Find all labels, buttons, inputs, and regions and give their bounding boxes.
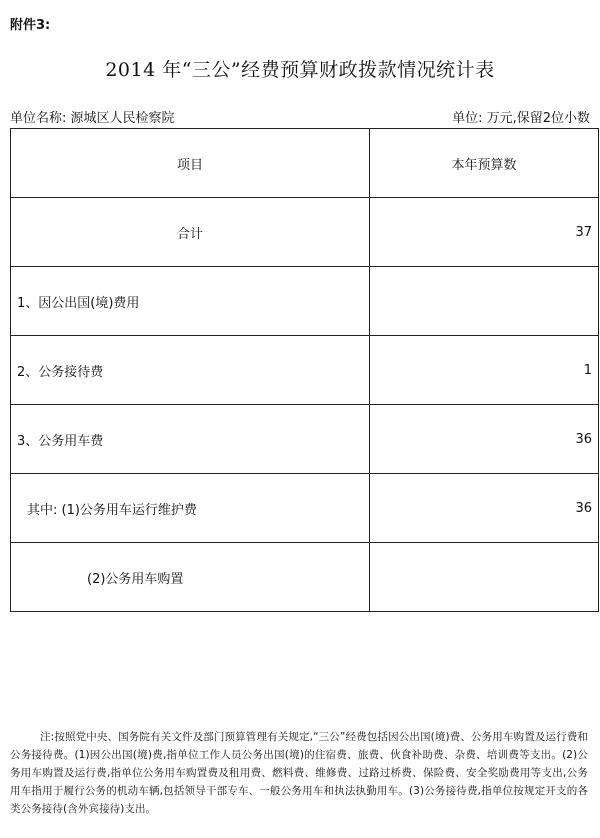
row-item: 合计 (11, 198, 370, 267)
row-value (370, 543, 599, 612)
footnote: 注:按照党中央、国务院有关文件及部门预算管理有关规定,“三公”经费包括因公出国(境)费、公务用车购置及运行费和公务接待费。(1)因公出国(境)费,指单位工作人员公务出国(境)的住宿费、旅费、伙食补助费、杂费、培训费等支出。(2)公务用车购置及运行费,指单位公务用车购置费及租用费、燃料费、维修费、过路过桥费、保险费、安全奖励费用等支出,公务用车指用于履行公务的机动车辆,包括领导干部专车、一般公务用车和执法执勤用车。(3)公务接待费,指单位按规定开支的各类公务接待(含外宾接待)支出。 (10, 731, 588, 815)
table-row (11, 543, 599, 612)
table-row (11, 267, 599, 336)
budget-table (10, 128, 599, 612)
header-item: 项目 (11, 129, 370, 198)
row-value: 1 (370, 336, 599, 405)
table-header-row (11, 129, 599, 198)
unit-name: 单位名称: 源城区人民检察院 (10, 111, 175, 126)
row-item: (2)公务用车购置 (11, 543, 370, 612)
row-item: 1、因公出国(境)费用 (11, 267, 370, 336)
row-value: 36 (370, 405, 599, 474)
header-budget: 本年预算数 (370, 129, 599, 198)
row-item: 其中: (1)公务用车运行维护费 (11, 474, 370, 543)
table-row (11, 336, 599, 405)
row-item: 3、公务用车费 (11, 405, 370, 474)
row-value: 37 (370, 198, 599, 267)
unit-label: 单位: 万元,保留2位小数 (452, 111, 590, 126)
attachment-label: 附件3: (10, 18, 51, 33)
table-row (11, 474, 599, 543)
page-title: 2014 年“三公”经费预算财政拨款情况统计表 (105, 59, 495, 81)
row-value (370, 267, 599, 336)
table-row (11, 198, 599, 267)
table-row (11, 405, 599, 474)
row-item: 2、公务接待费 (11, 336, 370, 405)
row-value: 36 (370, 474, 599, 543)
